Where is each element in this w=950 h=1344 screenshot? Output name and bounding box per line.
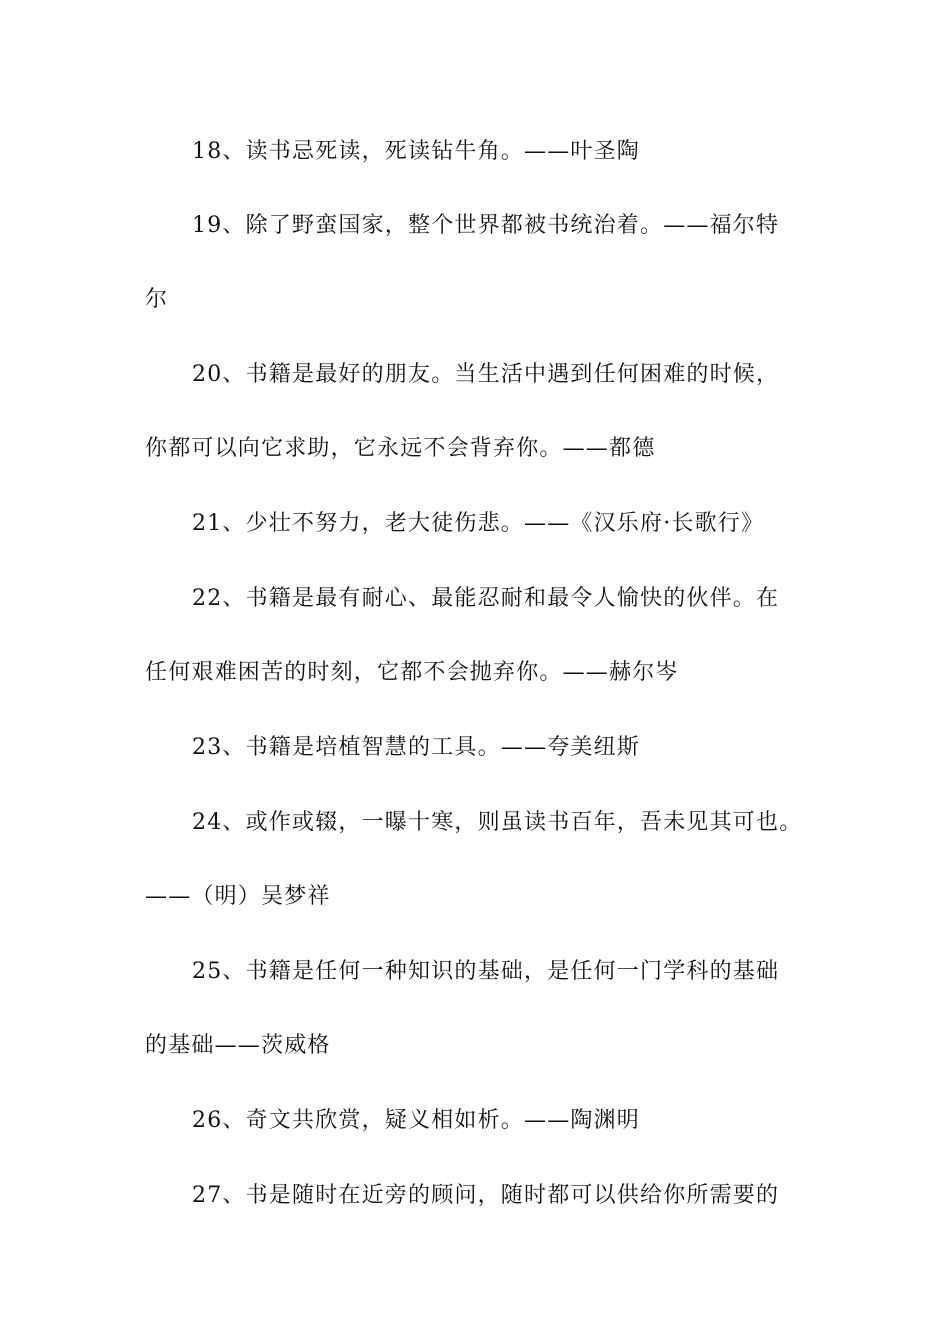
quote-20: 20、书籍是最好的朋友。当生活中遇到任何困难的时候， bbox=[192, 362, 780, 387]
quote-20-continued: 你都可以向它求助，它永远不会背弃你。——都德 bbox=[145, 436, 656, 461]
quote-23: 23、书籍是培植智慧的工具。——夸美纽斯 bbox=[192, 735, 640, 760]
quote-25: 25、书籍是任何一种知识的基础，是任何一门学科的基础 bbox=[192, 959, 780, 984]
quote-18: 18、读书忌死读，死读钻牛角。——叶圣陶 bbox=[192, 139, 640, 164]
quote-21: 21、少壮不努力，老大徒伤悲。——《汉乐府·长歌行》 bbox=[192, 511, 765, 536]
quote-22: 22、书籍是最有耐心、最能忍耐和最令人愉快的伙伴。在 bbox=[192, 586, 780, 611]
quote-25-continued: 的基础——茨威格 bbox=[145, 1033, 331, 1058]
quote-26: 26、奇文共欣赏，疑义相如析。——陶渊明 bbox=[192, 1108, 640, 1133]
quote-24: 24、或作或辍，一曝十寒，则虽读书百年，吾未见其可也。 bbox=[192, 810, 803, 835]
quote-27: 27、书是随时在近旁的顾问，随时都可以供给你所需要的 bbox=[192, 1183, 780, 1208]
quote-22-continued: 任何艰难困苦的时刻，它都不会抛弃你。——赫尔岑 bbox=[145, 660, 679, 685]
quote-19: 19、除了野蛮国家，整个世界都被书统治着。——福尔特 bbox=[192, 213, 780, 238]
quote-19-continued: 尔 bbox=[145, 287, 169, 312]
quote-24-continued: ——（明）吴梦祥 bbox=[145, 884, 331, 909]
